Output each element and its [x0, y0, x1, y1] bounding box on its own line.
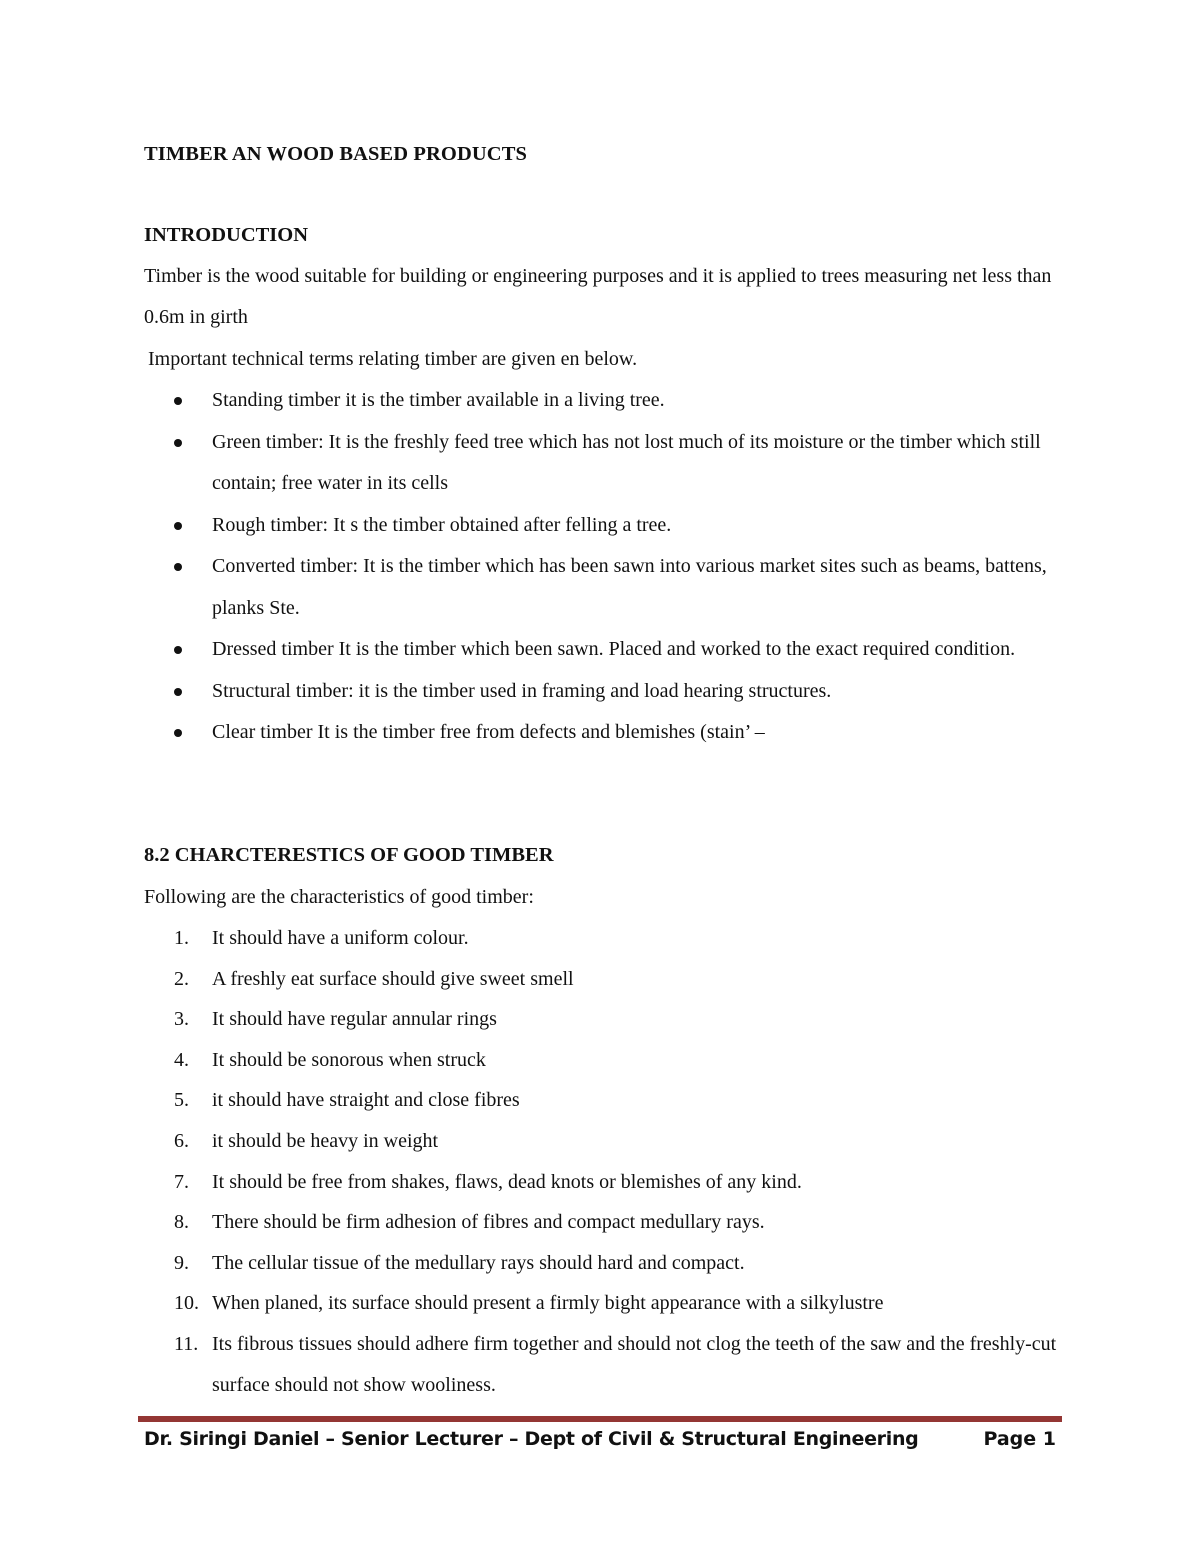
list-item: [144, 1162, 1064, 1203]
list-item: [144, 546, 1064, 629]
technical-terms-intro: Important technical terms relating timber are given en below.: [148, 348, 638, 370]
list-item-text: Dressed timber It is the timber which been sawn. Placed and worked to the exact required condition.: [212, 638, 1016, 660]
list-item: [144, 422, 1064, 505]
list-item: [144, 1121, 1064, 1162]
characteristics-heading: 8.2 CHARCTERESTICS OF GOOD TIMBER: [144, 844, 554, 866]
bullet-icon: [174, 439, 182, 447]
list-item-text: There should be firm adhesion of fibres and compact medullary rays.: [212, 1211, 765, 1234]
list-item: [144, 959, 1064, 1000]
list-item-text: Standing timber it is the timber available in a living tree.: [212, 389, 665, 411]
list-item: [144, 629, 1064, 671]
list-item-text: Converted timber: It is the timber which has been sawn into various market sites such as beams, battens, planks Ste.: [212, 555, 1047, 619]
list-item: [144, 918, 1064, 959]
technical-terms-list: [144, 380, 1064, 754]
bullet-icon: [174, 646, 182, 654]
footer-divider: [138, 1416, 1062, 1422]
list-item: [144, 1202, 1064, 1243]
bullet-icon: [174, 522, 182, 530]
list-item-text: When planed, its surface should present a firmly bight appearance with a silkylustre: [212, 1292, 884, 1315]
characteristics-list: [144, 918, 1064, 1405]
bullet-icon: [174, 729, 182, 737]
list-item-text: A freshly eat surface should give sweet smell: [212, 967, 574, 990]
introduction-paragraph: Timber is the wood suitable for building or engineering purposes and it is applied to trees measuring net less than 0.6m in girth: [144, 265, 1052, 328]
list-item-number: 1.: [174, 927, 189, 949]
list-item: [144, 999, 1064, 1040]
list-item-number: 6.: [174, 1129, 189, 1152]
list-item-text: It should have a uniform colour.: [212, 927, 469, 949]
document-title: TIMBER AN WOOD BASED PRODUCTS: [144, 143, 527, 165]
list-item-text: Clear timber It is the timber free from defects and blemishes (stain’ –: [212, 721, 765, 743]
list-item-text: Rough timber: It s the timber obtained after felling a tree.: [212, 513, 672, 536]
list-item: [144, 505, 1064, 547]
list-item: [144, 671, 1064, 713]
list-item-text: Structural timber: it is the timber used in framing and load hearing structures.: [212, 679, 832, 702]
list-item-number: 7.: [174, 1170, 189, 1193]
list-item-text: It should have regular annular rings: [212, 1008, 497, 1031]
list-item-number: 4.: [174, 1048, 189, 1071]
list-item-number: 2.: [174, 967, 189, 990]
list-item-number: 9.: [174, 1251, 189, 1274]
footer-author: Dr. Siringi Daniel – Senior Lecturer – Dept of Civil & Structural Engineering: [144, 1428, 919, 1450]
list-item-number: 3.: [174, 1008, 189, 1031]
list-item-number: 10.: [174, 1292, 199, 1315]
list-item-text: Its fibrous tissues should adhere firm together and should not clog the teeth of the saw and the freshly-cut surface should not show wooliness.: [212, 1332, 1057, 1396]
list-item: [144, 1243, 1064, 1284]
bullet-icon: [174, 688, 182, 696]
introduction-heading: INTRODUCTION: [144, 224, 309, 246]
characteristics-intro: Following are the characteristics of good timber:: [144, 886, 534, 908]
bullet-icon: [174, 397, 182, 405]
list-item: [144, 1324, 1064, 1405]
footer-page-number: Page 1: [983, 1428, 1056, 1450]
list-item-text: it should be heavy in weight: [212, 1129, 439, 1152]
list-item-text: It should be free from shakes, flaws, dead knots or blemishes of any kind.: [212, 1170, 802, 1193]
list-item-text: It should be sonorous when struck: [212, 1048, 486, 1071]
list-item: [144, 380, 1064, 422]
list-item: [144, 1040, 1064, 1081]
list-item: [144, 712, 1064, 754]
list-item-number: 5.: [174, 1089, 189, 1112]
list-item-number: 11.: [174, 1332, 199, 1355]
list-item-text: The cellular tissue of the medullary rays should hard and compact.: [212, 1251, 745, 1274]
list-item-text: Green timber: It is the freshly feed tree which has not lost much of its moisture or the timber which still contain; free water in its cells: [212, 430, 1041, 494]
list-item: [144, 1080, 1064, 1121]
list-item-number: 8.: [174, 1211, 189, 1234]
list-item-text: it should have straight and close fibres: [212, 1089, 520, 1112]
bullet-icon: [174, 563, 182, 571]
list-item: [144, 1283, 1064, 1324]
